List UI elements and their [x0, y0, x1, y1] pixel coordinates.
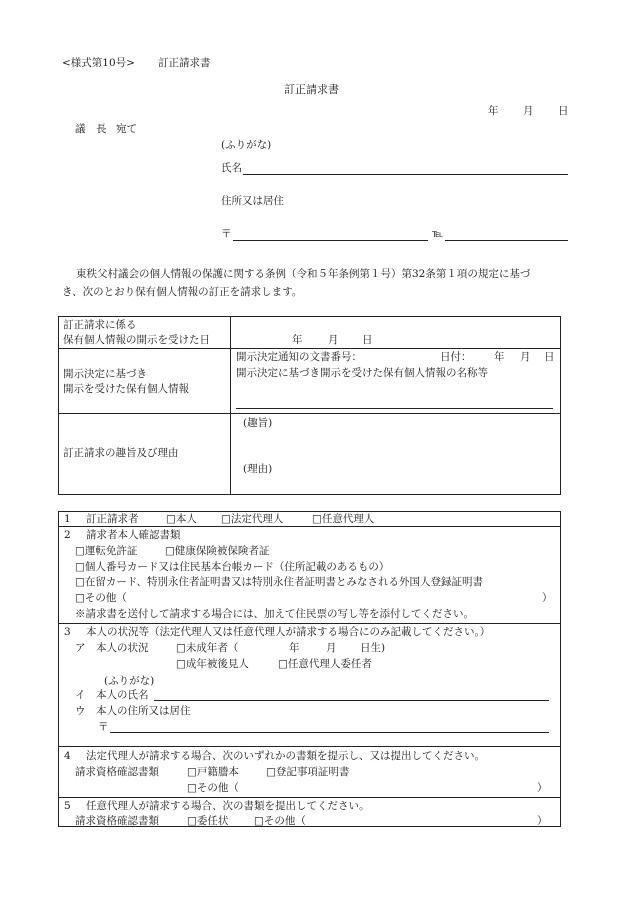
item-a-mark: ア	[75, 642, 86, 654]
voluntary-rep-docs-label: 請求資格確認書類	[75, 815, 159, 827]
legal-rep-other-close: ）	[537, 782, 548, 794]
status-minor-checkbox[interactable]: □未成年者（	[176, 642, 239, 654]
requester-self-checkbox[interactable]: □本人	[166, 513, 197, 525]
status-adult-ward-checkbox[interactable]: □成年被後見人	[176, 658, 249, 670]
person-address-field[interactable]	[110, 732, 549, 733]
table1-row-divider-2	[58, 413, 561, 414]
person-name-label: 本人の氏名	[96, 689, 149, 701]
registry-certificate-checkbox[interactable]: □登記事項証明書	[266, 766, 350, 778]
notice-doc-number-label: 開示決定通知の文書番号：	[236, 351, 362, 363]
form-name-label: 訂正請求書	[158, 57, 211, 69]
id-drivers-license-checkbox[interactable]: □運転免許証	[75, 545, 138, 557]
applicant-name-label: 氏名	[221, 162, 242, 174]
voluntary-rep-other-close: ）	[537, 815, 548, 827]
disclosed-info-name-field[interactable]	[236, 408, 553, 409]
table1-row-divider-1	[58, 348, 561, 349]
disclosure-date-day: 日	[362, 334, 373, 346]
intro-line-1: 東秩父村議会の個人情報の保護に関する条例（令和５年条例第１号）第32条第１項の規定に基づ	[76, 268, 531, 280]
disclosure-date-label-1: 訂正請求に係る	[63, 319, 137, 331]
birth-month-label: 月	[326, 642, 337, 654]
section-3-number: 3	[64, 626, 71, 638]
table2-divider-2	[58, 623, 561, 624]
notice-date-month: 月	[520, 351, 531, 363]
disclosure-date-label-2: 保有個人情報の開示を受けた日	[63, 334, 210, 346]
section-3-title: 本人の状況等（法定代理人又は任意代理人が請求する場合にのみ記載してください。）	[86, 626, 491, 638]
notice-date-label: 日付：	[440, 351, 472, 363]
person-name-field[interactable]	[154, 700, 549, 701]
section-4-number: 4	[64, 750, 71, 762]
requester-legal-rep-checkbox[interactable]: □法定代理人	[221, 513, 284, 525]
legal-rep-other-checkbox[interactable]: □その他（	[187, 782, 239, 794]
section-4-title: 法定代理人が請求する場合、次のいずれかの書類を提示し、又は提出してください。	[86, 750, 485, 762]
notice-date-day: 日	[544, 351, 555, 363]
resident-record-note: ※請求書を送付して請求する場合には、加えて住民票の写し等を添付してください。	[75, 608, 474, 620]
applicant-name-field[interactable]	[243, 174, 568, 175]
disclosure-date-month: 月	[328, 334, 339, 346]
section-5-number: 5	[64, 800, 71, 812]
date-day-label: 日	[558, 105, 569, 117]
notice-date-year: 年	[494, 351, 505, 363]
addressee-suffix: 宛て	[116, 123, 137, 135]
table1-column-divider	[230, 316, 231, 495]
date-month-label: 月	[523, 105, 534, 117]
item-i-mark: イ	[75, 689, 86, 701]
tel-mark: ℡	[432, 228, 444, 240]
requester-voluntary-rep-checkbox[interactable]: □任意代理人	[312, 513, 375, 525]
intro-line-2: き、次のとおり保有個人情報の訂正を請求します。	[62, 286, 303, 298]
person-status-label: 本人の状況	[96, 642, 149, 654]
item-u-mark: ウ	[75, 705, 86, 717]
person-address-label: 本人の住所又は居住	[96, 705, 191, 717]
applicant-tel-field[interactable]	[445, 240, 568, 241]
birth-day-label: 日生)	[360, 642, 386, 654]
disclosed-info-label-1: 開示決定に基づき	[63, 368, 147, 380]
applicant-address-label: 住所又は居住	[221, 195, 284, 207]
id-other-close: ）	[542, 592, 553, 604]
applicant-furigana-label: (ふりがな)	[221, 139, 272, 151]
birth-year-label: 年	[289, 642, 300, 654]
power-of-attorney-checkbox[interactable]: □委任状	[187, 815, 229, 827]
person-furigana-label: (ふりがな)	[104, 675, 155, 687]
disclosed-info-name-label: 開示決定に基づき開示を受けた保有個人情報の名称等	[236, 367, 488, 379]
purpose-label: (趣旨)	[243, 417, 273, 429]
postal-mark: 〒	[221, 228, 232, 240]
disclosed-info-label-2: 開示を受けた保有個人情報	[63, 383, 189, 395]
table2-divider-3	[58, 746, 561, 747]
voluntary-rep-other-checkbox[interactable]: □その他（	[254, 815, 306, 827]
correction-purpose-reason-label: 訂正請求の趣旨及び理由	[63, 447, 179, 459]
reason-label: (理由)	[243, 463, 273, 475]
applicant-address-field[interactable]	[233, 240, 428, 241]
section-2-number: 2	[64, 529, 71, 541]
section-1-number: 1	[64, 513, 71, 525]
table2-divider-1	[58, 526, 561, 527]
legal-rep-docs-label: 請求資格確認書類	[75, 766, 159, 778]
section-1-title: 訂正請求者	[86, 513, 139, 525]
id-residence-card-checkbox[interactable]: □在留カード、特別永住者証明書又は特別永住者証明書とみなされる外国人登録証明書	[75, 576, 483, 588]
page-title: 訂正請求書	[284, 83, 339, 96]
id-mynumber-card-checkbox[interactable]: □個人番号カード又は住民基本台帳カード（住所記載のあるもの）	[75, 561, 390, 573]
section-5-title: 任意代理人が請求する場合、次の書類を提出してください。	[86, 800, 370, 812]
section-2-title: 請求者本人確認書類	[86, 529, 181, 541]
status-delegator-checkbox[interactable]: □任意代理人委任者	[278, 658, 372, 670]
table2-divider-4	[58, 797, 561, 798]
id-other-checkbox[interactable]: □その他（	[75, 592, 127, 604]
person-postal-mark: 〒	[98, 721, 109, 733]
addressee: 議 長	[75, 123, 107, 135]
disclosure-date-year: 年	[292, 334, 303, 346]
form-number-label: <様式第10号>	[62, 57, 135, 69]
id-health-insurance-checkbox[interactable]: □健康保険被保険者証	[165, 545, 270, 557]
date-year-label: 年	[488, 105, 499, 117]
family-register-checkbox[interactable]: □戸籍謄本	[187, 766, 239, 778]
